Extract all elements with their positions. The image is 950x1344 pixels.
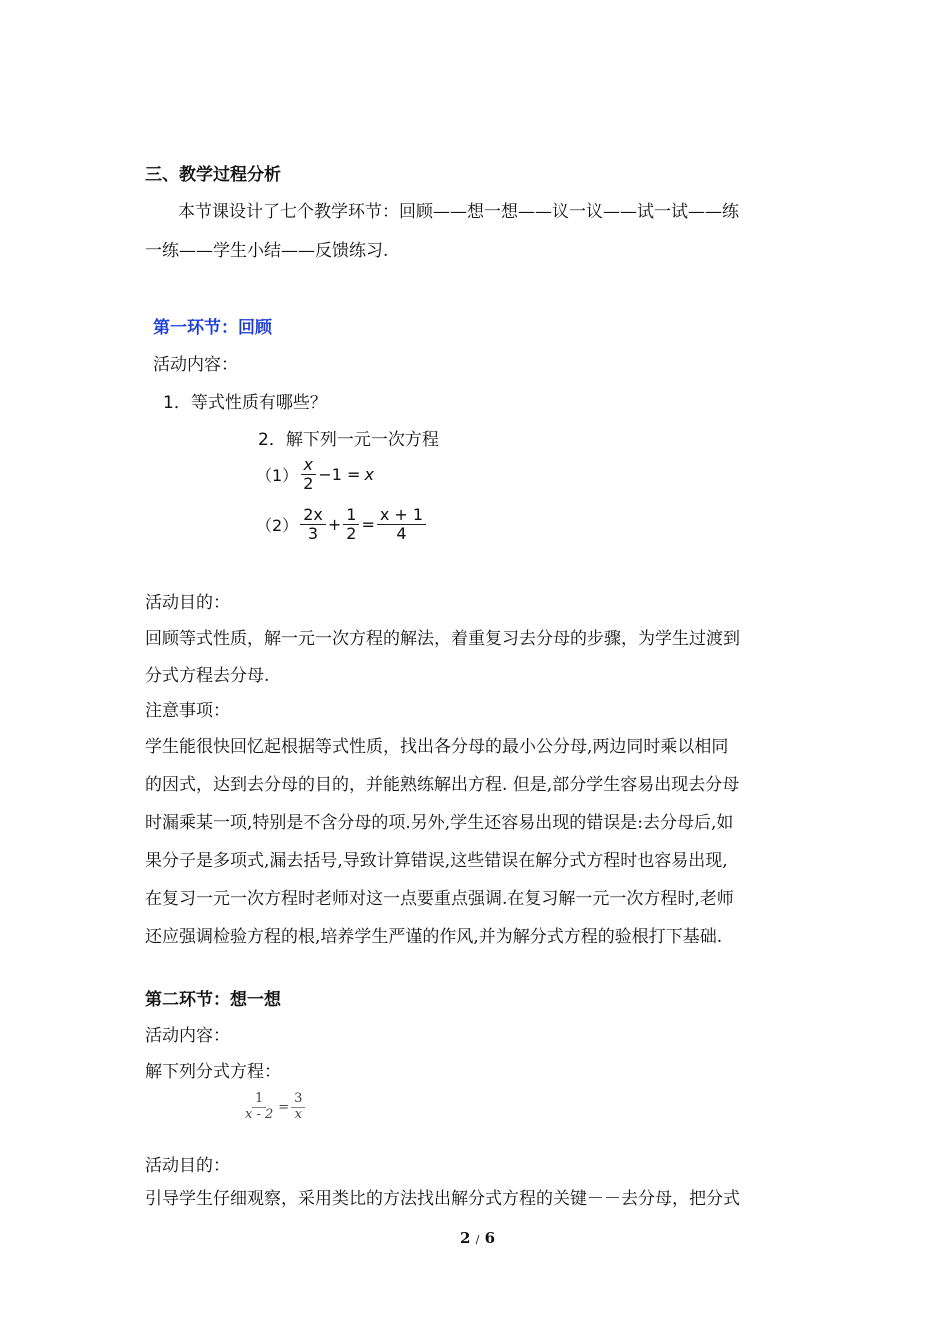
page-current: 2: [460, 1229, 471, 1247]
equation-2-plus: +: [327, 515, 342, 535]
fraction-equation-right-numerator: 3: [291, 1092, 305, 1108]
note-line: 果分子是多项式,漏去括号,导致计算错误,这些错误在解分式方程时也容易出现,: [145, 851, 728, 871]
note-line: 时漏乘某一项,特别是不含分母的项.另外,学生还容易出现的错误是:去分母后,如: [145, 813, 734, 833]
part1-goal-label: 活动目的：: [145, 593, 230, 613]
note-line: 在复习一元一次方程时老师对这一点要重点强调.在复习解一元一次方程时,老师: [145, 889, 734, 909]
equation-2-f2-numerator: 1: [343, 506, 359, 525]
part1-content-label: 活动内容：: [153, 355, 238, 375]
page-separator: /: [475, 1233, 480, 1246]
equation-2-label: （2）: [256, 516, 299, 536]
fraction-equation-right: [291, 1092, 305, 1123]
equation-2-fraction-1: [300, 506, 326, 544]
part1-note-label: 注意事项：: [145, 701, 230, 721]
note-line: 还应强调检验方程的根,培养学生严谨的作风,并为解分式方程的验根打下基础.: [145, 927, 723, 947]
fraction-equation: [240, 1092, 307, 1123]
equation-2-f1-numerator: 2x: [300, 506, 326, 525]
equation-2-fraction-3: [377, 506, 426, 544]
equation-2-f1-denominator: 3: [307, 524, 319, 544]
equation-2-equals: =: [361, 515, 375, 535]
note-line: 学生能很快回忆起根据等式性质，找出各分母的最小公分母,两边同时乘以相同: [145, 737, 729, 757]
part2-goal-line-1: 引导学生仔细观察，采用类比的方法找出解分式方程的关键－－去分母，把分式: [145, 1189, 740, 1209]
page-number: [460, 1229, 495, 1247]
equation-2-f3-denominator: 4: [396, 524, 407, 544]
part2-title: 第二环节：想一想: [145, 990, 281, 1010]
fraction-equation-left-numerator: 1: [252, 1092, 266, 1108]
equation-1-denominator: 2: [303, 474, 314, 494]
part2-goal-label: 活动目的：: [145, 1156, 230, 1176]
part1-question-2: 2．解下列一元一次方程: [258, 430, 439, 450]
fraction-equation-equals: =: [278, 1099, 290, 1115]
part1-title: 第一环节：回顾: [153, 318, 272, 338]
equation-1: [256, 456, 374, 494]
section-heading: 三、教学过程分析: [145, 165, 281, 185]
part1-question-1: 1．等式性质有哪些？: [163, 393, 327, 413]
fraction-equation-left-denominator: x - 2: [245, 1106, 274, 1122]
equation-1-rest: −1 =: [318, 465, 361, 485]
equation-1-label: （1）: [256, 466, 299, 486]
fraction-equation-left: [242, 1092, 276, 1123]
note-line: 的因式，达到去分母的目的，并能熟练解出方程. 但是,部分学生容易出现去分母: [145, 775, 740, 795]
equation-1-rhs: x: [364, 465, 374, 485]
page-total: 6: [484, 1229, 496, 1247]
part2-task: 解下列分式方程：: [145, 1062, 281, 1082]
equation-2-fraction-2: [343, 506, 359, 544]
part1-goal-line-2: 分式方程去分母.: [145, 666, 270, 686]
part2-content-label: 活动内容：: [145, 1026, 230, 1046]
equation-2-f3-numerator: x + 1: [377, 506, 426, 525]
intro-line-2: 一练——学生小结——反馈练习.: [145, 241, 389, 261]
equation-2: [256, 506, 428, 544]
intro-line-1: 本节课设计了七个教学环节：回顾——想一想——议一议——试一试——练: [178, 202, 739, 222]
equation-1-fraction: [300, 456, 316, 494]
equation-1-numerator: x: [301, 456, 316, 475]
fraction-equation-right-denominator: x: [294, 1106, 302, 1122]
part1-goal-line-1: 回顾等式性质，解一元一次方程的解法，着重复习去分母的步骤，为学生过渡到: [145, 629, 740, 649]
equation-2-f2-denominator: 2: [346, 524, 357, 544]
